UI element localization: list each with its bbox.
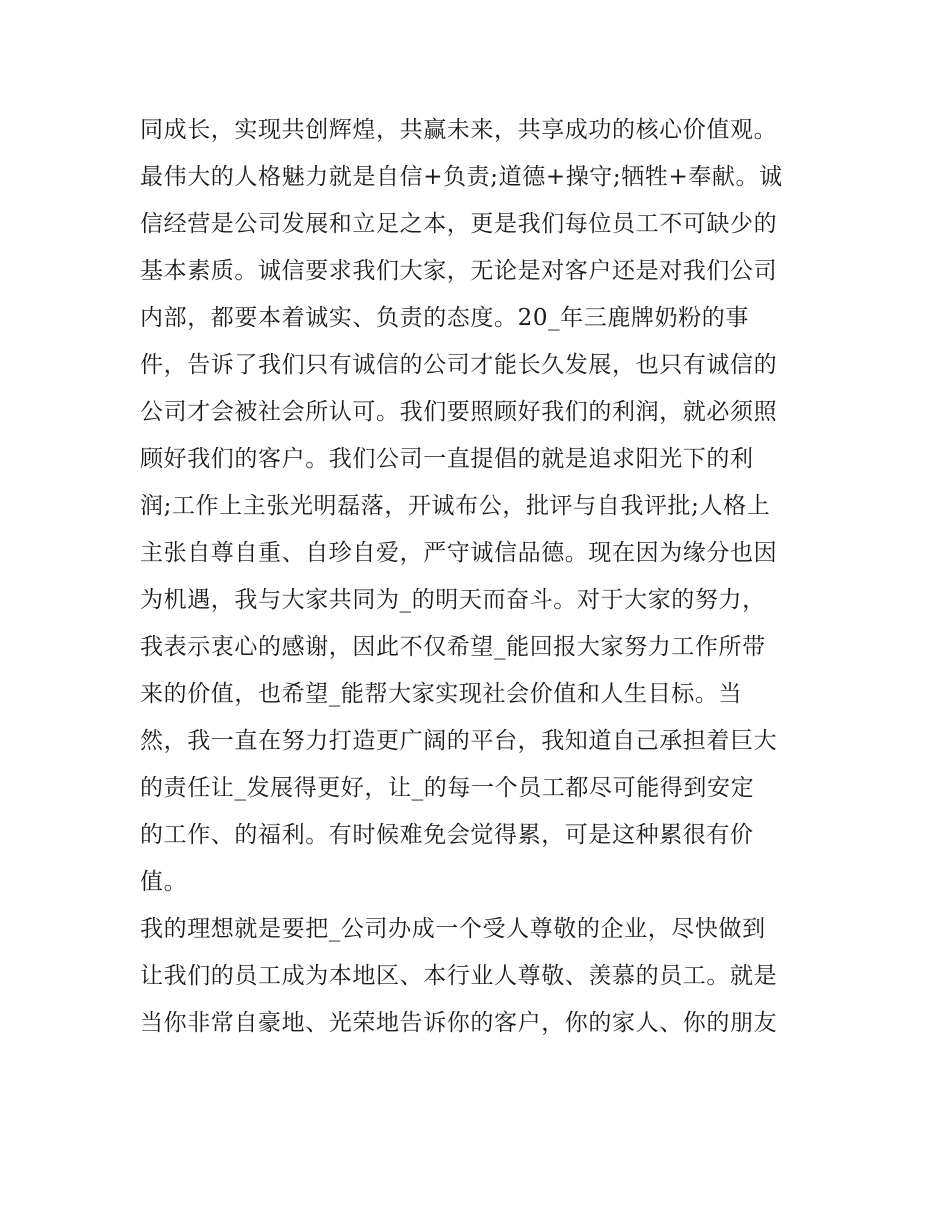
- text-line-15: 的责任让_发展得更好，让_的每一个员工都尽可能得到安定: [140, 775, 755, 801]
- text-line-16: 的工作、的福利。有时候难免会觉得累，可是这种累很有价: [140, 822, 754, 848]
- body-text: [140, 107, 830, 1047]
- text-line-12: 我表示衷心的感谢，因此不仅希望_能回报大家努力工作所带: [140, 634, 766, 660]
- text-line-13: 来的价值，也希望_能帮大家实现社会价值和人生目标。当: [140, 681, 743, 707]
- text-line-17: 值。: [140, 869, 188, 895]
- text-line-3: 信经营是公司发展和立足之本，更是我们每位员工不可缺少的: [140, 211, 778, 237]
- text-line-8: 顾好我们的客户。我们公司一直提倡的就是追求阳光下的利: [140, 446, 754, 472]
- text-line-20: 当你非常自豪地、光荣地告诉你的客户，你的家人、你的朋友: [140, 1010, 778, 1036]
- text-line-10: 主张自尊自重、自珍自爱，严守诚信品德。现在因为缘分也因: [140, 540, 778, 566]
- text-line-6: 件，告诉了我们只有诚信的公司才能长久发展，也只有诚信的: [140, 352, 778, 378]
- text-line-2: 最伟大的人格魅力就是自信+负责;道德+操守;牺牲+奉献。诚: [140, 164, 783, 190]
- text-line-7: 公司才会被社会所认可。我们要照顾好我们的利润，就必须照: [140, 399, 778, 425]
- text-line-18: 我的理想就是要把_公司办成一个受人尊敬的企业，尽快做到: [140, 916, 766, 942]
- text-line-11: 为机遇，我与大家共同为_的明天而奋斗。对于大家的努力，: [140, 587, 766, 613]
- text-line-4: 基本素质。诚信要求我们大家，无论是对客户还是对我们公司: [140, 258, 778, 284]
- text-line-19: 让我们的员工成为本地区、本行业人尊敬、羡慕的员工。就是: [140, 963, 778, 989]
- text-line-9: 润;工作上主张光明磊落，开诚布公，批评与自我评批;人格上: [140, 493, 771, 519]
- text-line-5: 内部，都要本着诚实、负责的态度。20_年三鹿牌奶粉的事: [140, 305, 749, 331]
- text-line-14: 然，我一直在努力打造更广阔的平台，我知道自己承担着巨大: [140, 728, 778, 754]
- text-line-1: 同成长，实现共创辉煌，共赢未来，共享成功的核心价值观。: [140, 117, 778, 143]
